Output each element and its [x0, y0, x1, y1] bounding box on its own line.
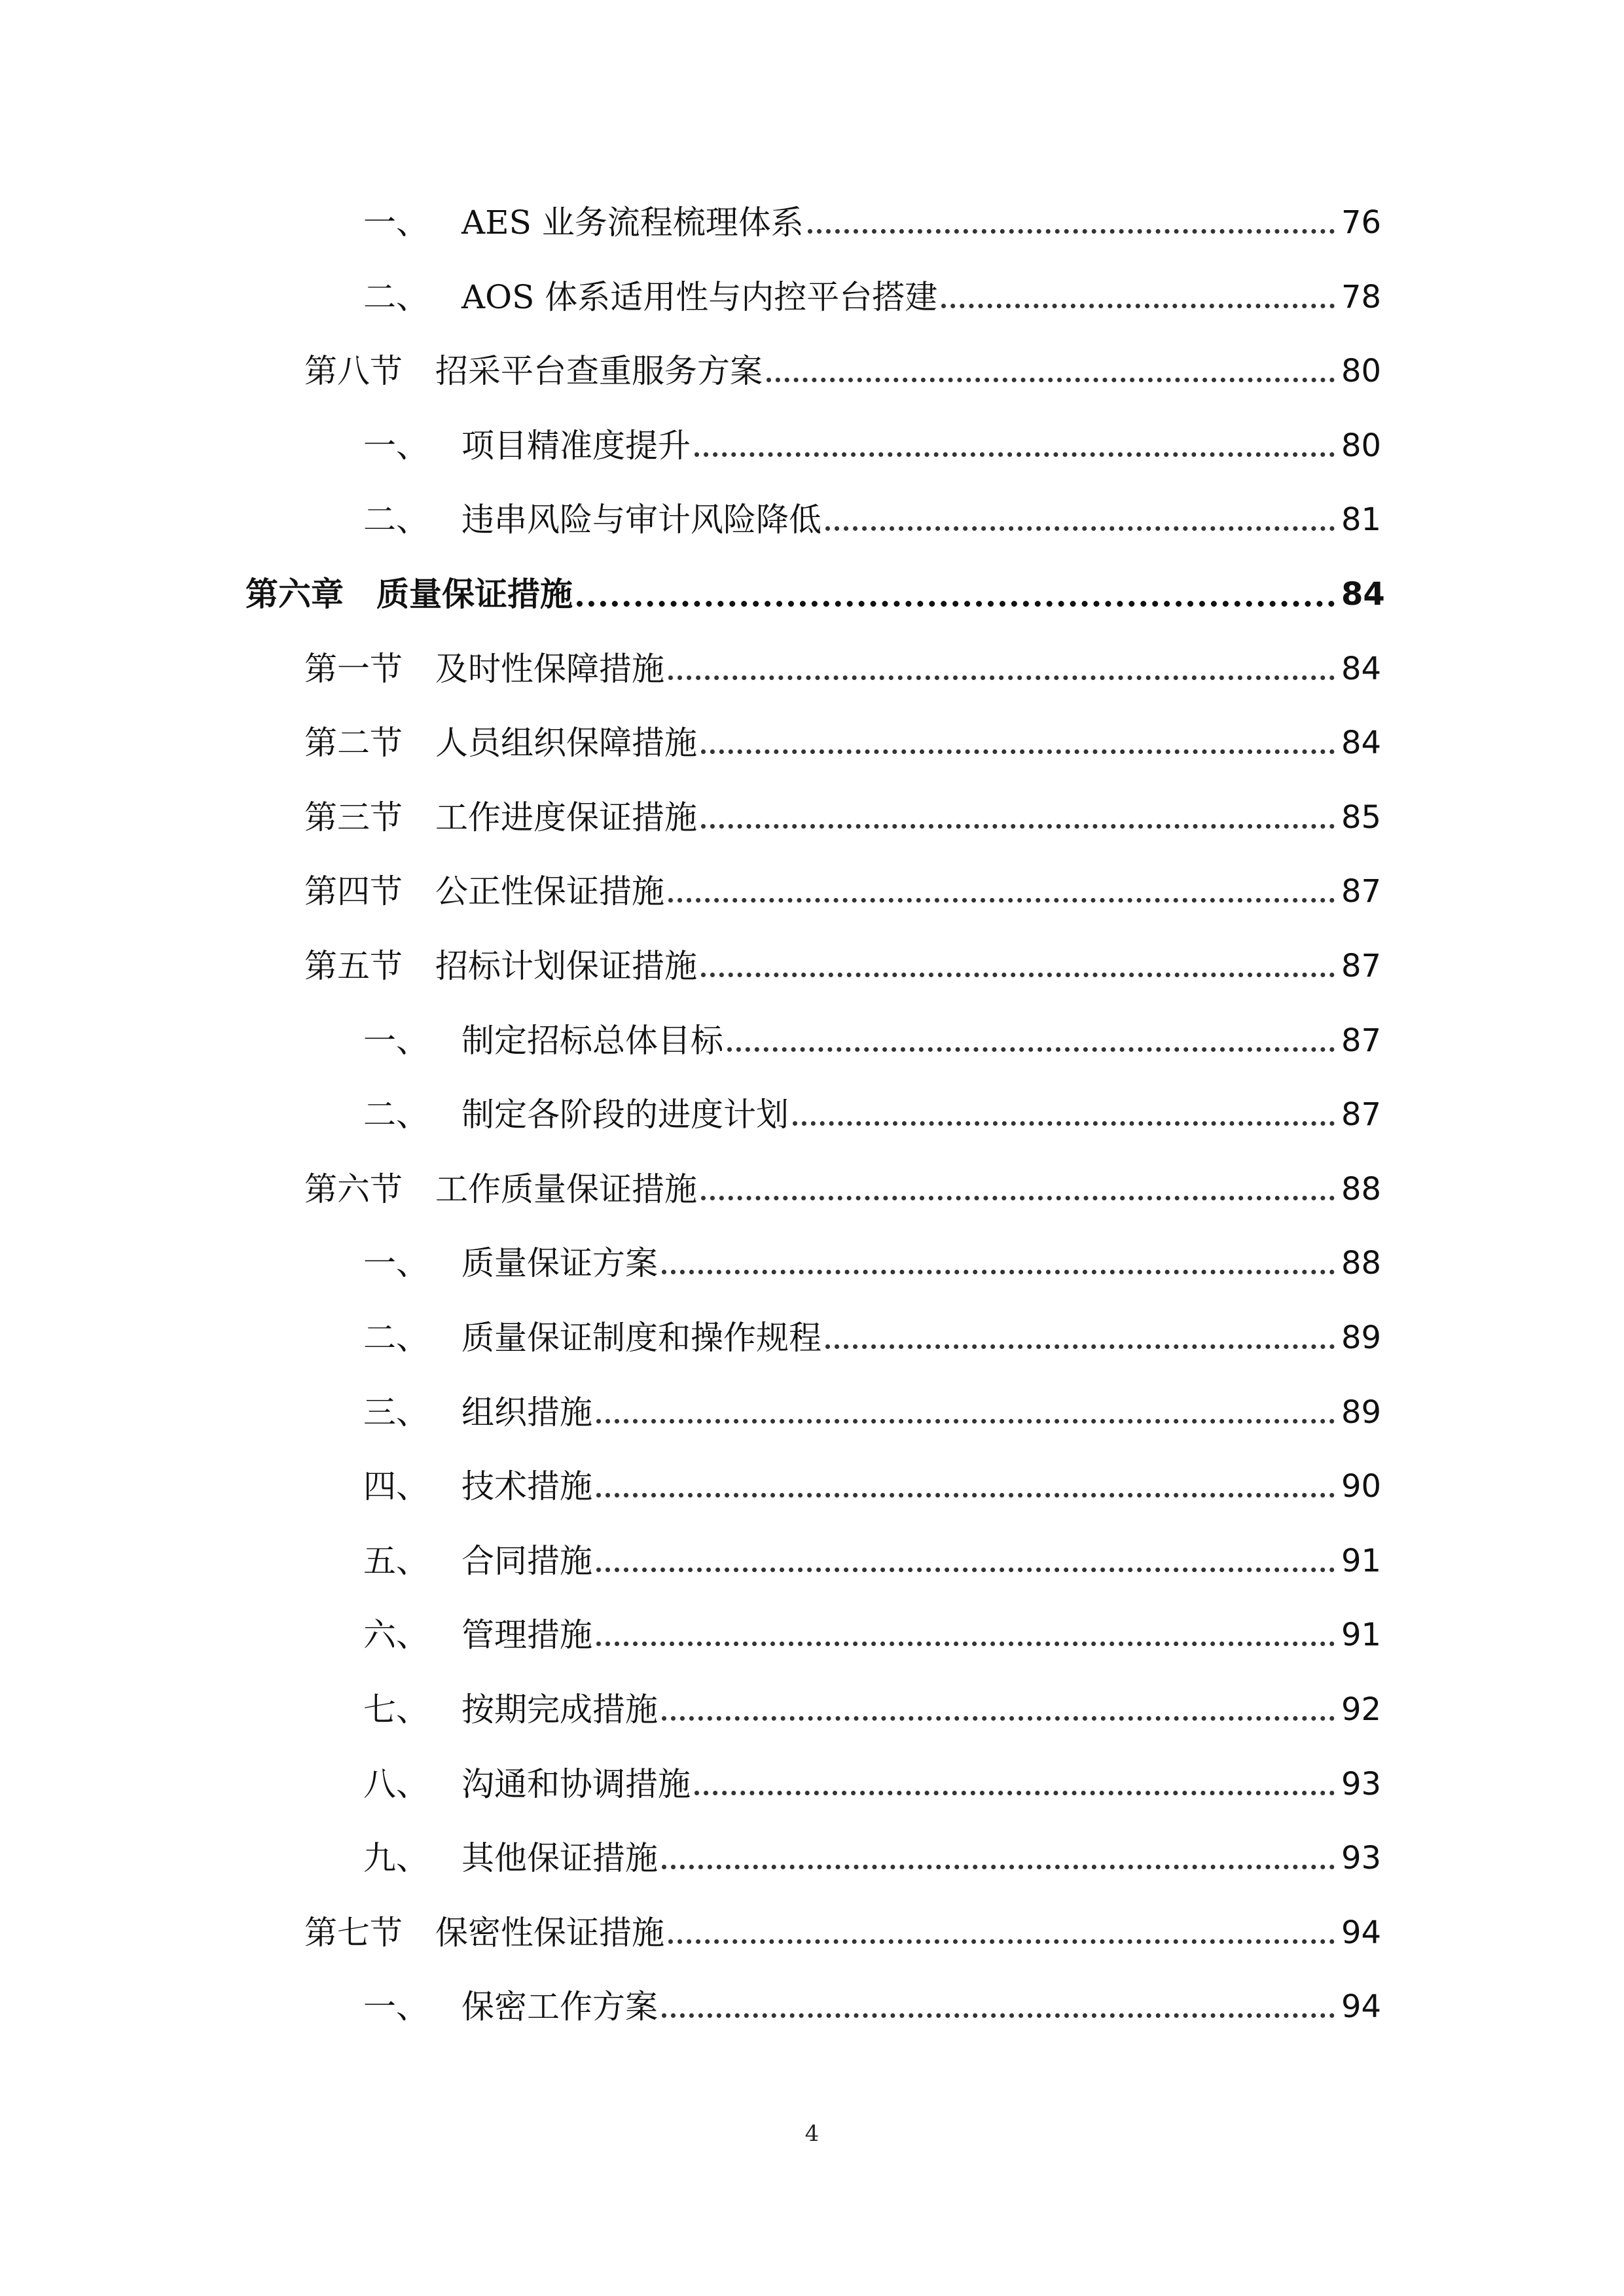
toc-leader-dots [668, 675, 1335, 680]
toc-entry-title [304, 933, 697, 999]
toc-entry-text: 违串风险与审计风险降低 [461, 501, 821, 539]
toc-entry[interactable] [0, 1528, 1624, 1594]
toc-entry-number: 三、 [363, 1393, 429, 1431]
toc-entry-text: 工作进度保证措施 [435, 798, 697, 836]
toc-entry-page: 87 [1336, 859, 1380, 924]
toc-leader-dots [662, 1865, 1335, 1869]
toc-entry-number: 二、 [363, 501, 429, 539]
toc-entry-page: 80 [1336, 338, 1380, 404]
toc-entry-page: 90 [1336, 1454, 1380, 1519]
toc-entry-title [363, 1751, 691, 1817]
toc-entry-title [363, 1305, 821, 1371]
toc-entry-page: 91 [1336, 1602, 1380, 1668]
toc-entry-text: 质量保证方案 [461, 1244, 658, 1283]
toc-entry-text: 技术措施 [461, 1467, 592, 1506]
toc-entry-title [304, 1900, 664, 1965]
toc-leader-dots [577, 601, 1335, 607]
toc-entry-text: 招标计划保证措施 [435, 947, 697, 985]
toc-entry-title [363, 1528, 592, 1594]
toc-entry[interactable] [0, 1602, 1624, 1668]
toc-entry-number: 一、 [363, 426, 429, 465]
toc-entry-number: 第七节 [304, 1913, 403, 1952]
toc-entry-text: 沟通和协调措施 [461, 1765, 691, 1803]
toc-entry-text: 按期完成措施 [461, 1691, 658, 1729]
toc-entry-number: 一、 [363, 1244, 429, 1283]
toc-leader-dots [695, 1791, 1335, 1795]
toc-leader-dots [668, 898, 1335, 903]
toc-entry-number: 六、 [363, 1616, 429, 1655]
toc-entry[interactable] [0, 933, 1624, 999]
toc-entry-page: 84 [1336, 710, 1380, 776]
toc-leader-dots [662, 1270, 1335, 1274]
toc-entry-number: 第二节 [304, 724, 403, 762]
toc-leader-dots [808, 229, 1335, 234]
toc-entry-text: 保密工作方案 [461, 1988, 658, 2026]
toc-entry-text: 招采平台查重服务方案 [435, 352, 763, 391]
toc-entry-title [363, 1677, 658, 1742]
toc-entry-page: 91 [1336, 1528, 1380, 1594]
toc-leader-dots [596, 1568, 1335, 1572]
toc-entry-number: 一、 [363, 1988, 429, 2026]
toc-entry-text: AES 业务流程梳理体系 [461, 204, 804, 242]
toc-entry-title [304, 785, 697, 850]
toc-entry-title [363, 487, 821, 552]
toc-entry[interactable] [0, 413, 1624, 478]
toc-entry-number: 第三节 [304, 798, 403, 836]
toc-entry-text: 组织措施 [461, 1393, 592, 1431]
toc-leader-dots [701, 1196, 1335, 1200]
toc-entry-page: 87 [1336, 1008, 1380, 1073]
toc-entry-title [363, 1008, 723, 1073]
toc-entry-page: 84 [1336, 562, 1380, 627]
toc-entry-page: 84 [1336, 636, 1380, 702]
toc-entry-text: 管理措施 [461, 1616, 592, 1655]
toc-entry-text: 工作质量保证措施 [435, 1170, 697, 1208]
toc-entry-title [304, 710, 697, 776]
page-number: 4 [804, 2121, 820, 2147]
toc-entry-page: 88 [1336, 1230, 1380, 1296]
toc-leader-dots [793, 1121, 1335, 1126]
toc-entry-page: 85 [1336, 785, 1380, 850]
toc-entry-number: 七、 [363, 1691, 429, 1729]
toc-leader-dots [727, 1047, 1335, 1052]
toc-entry-number: 第四节 [304, 872, 403, 911]
toc-entry-page: 88 [1336, 1157, 1380, 1222]
toc-leader-dots [701, 973, 1335, 977]
toc-entry-number: 五、 [363, 1541, 429, 1580]
toc-entry-text: 合同措施 [461, 1541, 592, 1580]
toc-leader-dots [941, 304, 1335, 308]
toc-entry-text: 制定各阶段的进度计划 [461, 1096, 789, 1134]
toc-entry[interactable] [0, 562, 1624, 627]
toc-entry-page: 89 [1336, 1305, 1380, 1371]
toc-entry[interactable] [0, 1157, 1624, 1222]
toc-entry-page: 89 [1336, 1380, 1380, 1445]
toc-entry-text: 其他保证措施 [461, 1839, 658, 1878]
toc-entry-title [363, 1230, 658, 1296]
toc-entry[interactable] [0, 1677, 1624, 1742]
toc-entry[interactable] [0, 1380, 1624, 1445]
toc-entry-title [363, 1825, 658, 1891]
toc-entry-number: 第六节 [304, 1170, 403, 1208]
toc-leader-dots [767, 378, 1335, 382]
toc-entry[interactable] [0, 1305, 1624, 1371]
toc-leader-dots [695, 452, 1335, 457]
toc-entry-page: 94 [1336, 1900, 1380, 1965]
toc-entry[interactable] [0, 1082, 1624, 1147]
toc-entry-text: 质量保证措施 [376, 575, 573, 613]
toc-entry-number: 一、 [363, 1021, 429, 1060]
toc-entry-title [363, 1602, 592, 1668]
toc-leader-dots [596, 1641, 1335, 1646]
toc-entry[interactable] [0, 1974, 1624, 2039]
toc-leader-dots [668, 1939, 1335, 1944]
toc-entry-title [304, 338, 763, 404]
toc-entry-page: 93 [1336, 1751, 1380, 1817]
toc-entry-number: 一、 [363, 204, 429, 242]
toc-entry[interactable] [0, 1825, 1624, 1891]
toc-entry-title [304, 859, 664, 924]
toc-entry-text: 保密性保证措施 [435, 1913, 664, 1952]
toc-entry[interactable] [0, 710, 1624, 776]
toc-entry-title [363, 1454, 592, 1519]
toc-entry[interactable] [0, 1900, 1624, 1965]
toc-leader-dots [701, 824, 1335, 829]
toc-leader-dots [662, 1716, 1335, 1721]
toc-entry-text: 及时性保障措施 [435, 649, 664, 688]
toc-entry[interactable] [0, 1454, 1624, 1519]
toc-entry-number: 八、 [363, 1765, 429, 1803]
toc-entry-number: 第八节 [304, 352, 403, 391]
toc-entry[interactable] [0, 1008, 1624, 1073]
toc-entry-title [363, 264, 937, 330]
toc-entry-page: 76 [1336, 190, 1380, 255]
toc-leader-dots [596, 1419, 1335, 1424]
toc-entry-page: 87 [1336, 933, 1380, 999]
toc-entry-title [363, 1082, 789, 1147]
toc-leader-dots [662, 2013, 1335, 2018]
toc-entry-number: 四、 [363, 1467, 429, 1506]
toc-entry-title [304, 1157, 697, 1222]
toc-entry-number: 第六章 [245, 575, 344, 613]
toc-entry-page: 93 [1336, 1825, 1380, 1891]
toc-entry-number: 九、 [363, 1839, 429, 1878]
toc-entry-title [363, 413, 691, 478]
toc-entry-number: 二、 [363, 278, 429, 316]
toc-entry-title [304, 636, 664, 702]
toc-entry-text: 质量保证制度和操作规程 [461, 1319, 821, 1357]
toc-entry-page: 81 [1336, 487, 1380, 552]
toc-entry[interactable] [0, 264, 1624, 330]
toc-entry-number: 二、 [363, 1319, 429, 1357]
toc-entry[interactable] [0, 338, 1624, 404]
toc-entry-title [363, 1380, 592, 1445]
toc-entry[interactable] [0, 859, 1624, 924]
toc-entry-page: 92 [1336, 1677, 1380, 1742]
toc-leader-dots [701, 749, 1335, 754]
toc-entry-title [363, 1974, 658, 2039]
toc-entry-page: 80 [1336, 413, 1380, 478]
toc-entry-text: 公正性保证措施 [435, 872, 664, 911]
toc-entry[interactable] [0, 1751, 1624, 1817]
toc-entry-text: 项目精准度提升 [461, 426, 691, 465]
toc-entry-title [245, 562, 573, 627]
toc-entry-page: 87 [1336, 1082, 1380, 1147]
toc-entry[interactable] [0, 190, 1624, 255]
toc-entry-number: 第五节 [304, 947, 403, 985]
toc-entry-page: 94 [1336, 1974, 1380, 2039]
toc-entry[interactable] [0, 785, 1624, 850]
toc-leader-dots [596, 1493, 1335, 1498]
toc-entry-text: 人员组织保障措施 [435, 724, 697, 762]
toc-entry[interactable] [0, 636, 1624, 702]
toc-entry-number: 第一节 [304, 649, 403, 688]
toc-leader-dots [825, 526, 1335, 531]
toc-entry-title [363, 190, 804, 255]
toc-entry[interactable] [0, 487, 1624, 552]
toc-entry[interactable] [0, 1230, 1624, 1296]
toc-entry-text: 制定招标总体目标 [461, 1021, 723, 1060]
toc-entry-text: AOS 体系适用性与内控平台搭建 [461, 278, 938, 316]
toc-leader-dots [825, 1344, 1335, 1349]
toc-entry-number: 二、 [363, 1096, 429, 1134]
toc-entry-page: 78 [1336, 264, 1380, 330]
